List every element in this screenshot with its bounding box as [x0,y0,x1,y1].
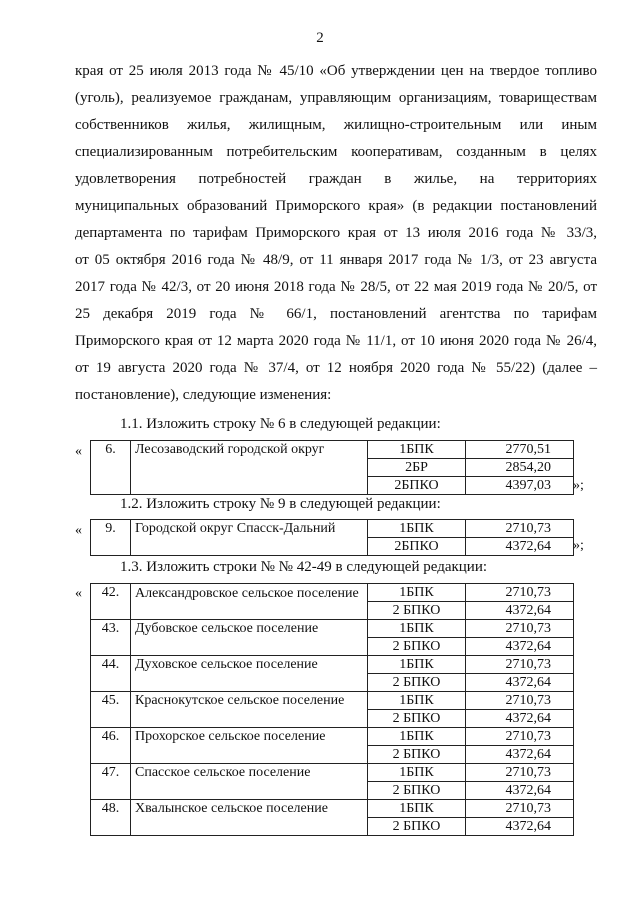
fuel-code: 1БПК [368,764,466,782]
quote-open: « [75,444,82,459]
table-row [91,764,574,782]
row-number: 44. [91,656,131,692]
table-row [91,520,574,538]
fuel-code: 1БПК [368,520,466,538]
fuel-code: 1БПК [368,656,466,674]
fuel-price: 4397,03 [466,477,574,495]
table-row [91,441,574,459]
fuel-code: 2 БПКО [368,674,466,692]
municipality-name: Спасское сельское поселение [131,764,368,800]
fuel-code: 2БПКО [368,477,466,495]
fuel-code: 2 БПКО [368,746,466,764]
body-line: департамента по тарифам Приморского края от 13 июля 2016 года № 33/3, [75,225,597,241]
fuel-price: 2854,20 [466,459,574,477]
fuel-price: 2710,73 [466,764,574,782]
body-line: 25 декабря 2019 года № 66/1, постановлений агентства по тарифам [75,306,597,322]
fuel-price: 4372,64 [466,602,574,620]
quote-close: »; [573,538,584,553]
municipality-name: Александровское сельское поселение [131,584,368,620]
tariff-table [90,440,574,495]
body-line: от 19 августа 2020 года № 37/4, от 12 ноября 2020 года № 55/22) (далее – [75,360,597,376]
page-number: 2 [316,30,324,46]
quote-close: »; [573,478,584,493]
tariff-table [90,583,574,836]
body-line: края от 25 июля 2013 года № 45/10 «Об утверждении цен на твердое топливо [75,63,597,79]
fuel-code: 1БПК [368,800,466,818]
row-number: 42. [91,584,131,620]
fuel-price: 4372,64 [466,782,574,800]
municipality-name: Лесозаводский городской округ [131,441,368,495]
table-row [91,800,574,818]
fuel-price: 4372,64 [466,674,574,692]
fuel-code: 2БР [368,459,466,477]
fuel-price: 2710,73 [466,656,574,674]
fuel-code: 2 БПКО [368,638,466,656]
fuel-code: 2 БПКО [368,782,466,800]
fuel-price: 2710,73 [466,584,574,602]
quote-open: « [75,586,82,601]
fuel-price: 2710,73 [466,520,574,538]
fuel-code: 1БПК [368,692,466,710]
municipality-name: Дубовское сельское поселение [131,620,368,656]
fuel-code: 2 БПКО [368,710,466,728]
fuel-price: 4372,64 [466,818,574,836]
municipality-name: Хвалынское сельское поселение [131,800,368,836]
body-line: специализированным потребительским кооперативам, созданным в целях [75,144,597,160]
section-heading: 1.1. Изложить строку № 6 в следующей редакции: [120,416,441,432]
section-heading: 1.2. Изложить строку № 9 в следующей редакции: [120,496,441,512]
row-number: 47. [91,764,131,800]
municipality-name: Духовское сельское поселение [131,656,368,692]
fuel-code: 1БПК [368,728,466,746]
row-number: 6. [91,441,131,495]
fuel-price: 2710,73 [466,620,574,638]
fuel-price: 4372,64 [466,710,574,728]
body-line: 2017 года № 42/3, от 20 июня 2018 года № 28/5, от 22 мая 2019 года № 20/5, от [75,279,597,295]
municipality-name: Прохорское сельское поселение [131,728,368,764]
table-row [91,692,574,710]
body-line: от 05 октября 2016 года № 48/9, от 11 января 2017 года № 1/3, от 23 августа [75,252,597,268]
body-line: постановление), следующие изменения: [75,387,332,403]
fuel-code: 2 БПКО [368,818,466,836]
body-line: удовлетворения потребностей граждан в жилье, на территориях [75,171,597,187]
row-number: 9. [91,520,131,556]
fuel-price: 2710,73 [466,800,574,818]
section-heading: 1.3. Изложить строки № № 42-49 в следующей редакции: [120,559,488,575]
quote-open: « [75,523,82,538]
tariff-table [90,519,574,556]
row-number: 46. [91,728,131,764]
fuel-code: 2БПКО [368,538,466,556]
table-row [91,584,574,602]
fuel-price: 2710,73 [466,728,574,746]
body-line: (уголь), реализуемое гражданам, управляющим организациям, товариществам [75,90,597,106]
row-number: 43. [91,620,131,656]
body-line: Приморского края от 12 марта 2020 года № 11/1, от 10 июня 2020 года № 26/4, [75,333,597,349]
table-row [91,620,574,638]
fuel-price: 2710,73 [466,692,574,710]
body-line: муниципальных образований Приморского края» (в редакции постановлений [75,198,597,214]
fuel-code: 1БПК [368,441,466,459]
fuel-price: 4372,64 [466,638,574,656]
fuel-price: 4372,64 [466,746,574,764]
fuel-code: 1БПК [368,620,466,638]
municipality-name: Городской округ Спасск-Дальний [131,520,368,556]
table-row [91,656,574,674]
fuel-price: 4372,64 [466,538,574,556]
body-line: собственников жилья, жилищным, жилищно-строительным или иным [75,117,597,133]
table-row [91,728,574,746]
fuel-code: 2 БПКО [368,602,466,620]
fuel-code: 1БПК [368,584,466,602]
fuel-price: 2770,51 [466,441,574,459]
row-number: 45. [91,692,131,728]
row-number: 48. [91,800,131,836]
municipality-name: Краснокутское сельское поселение [131,692,368,728]
